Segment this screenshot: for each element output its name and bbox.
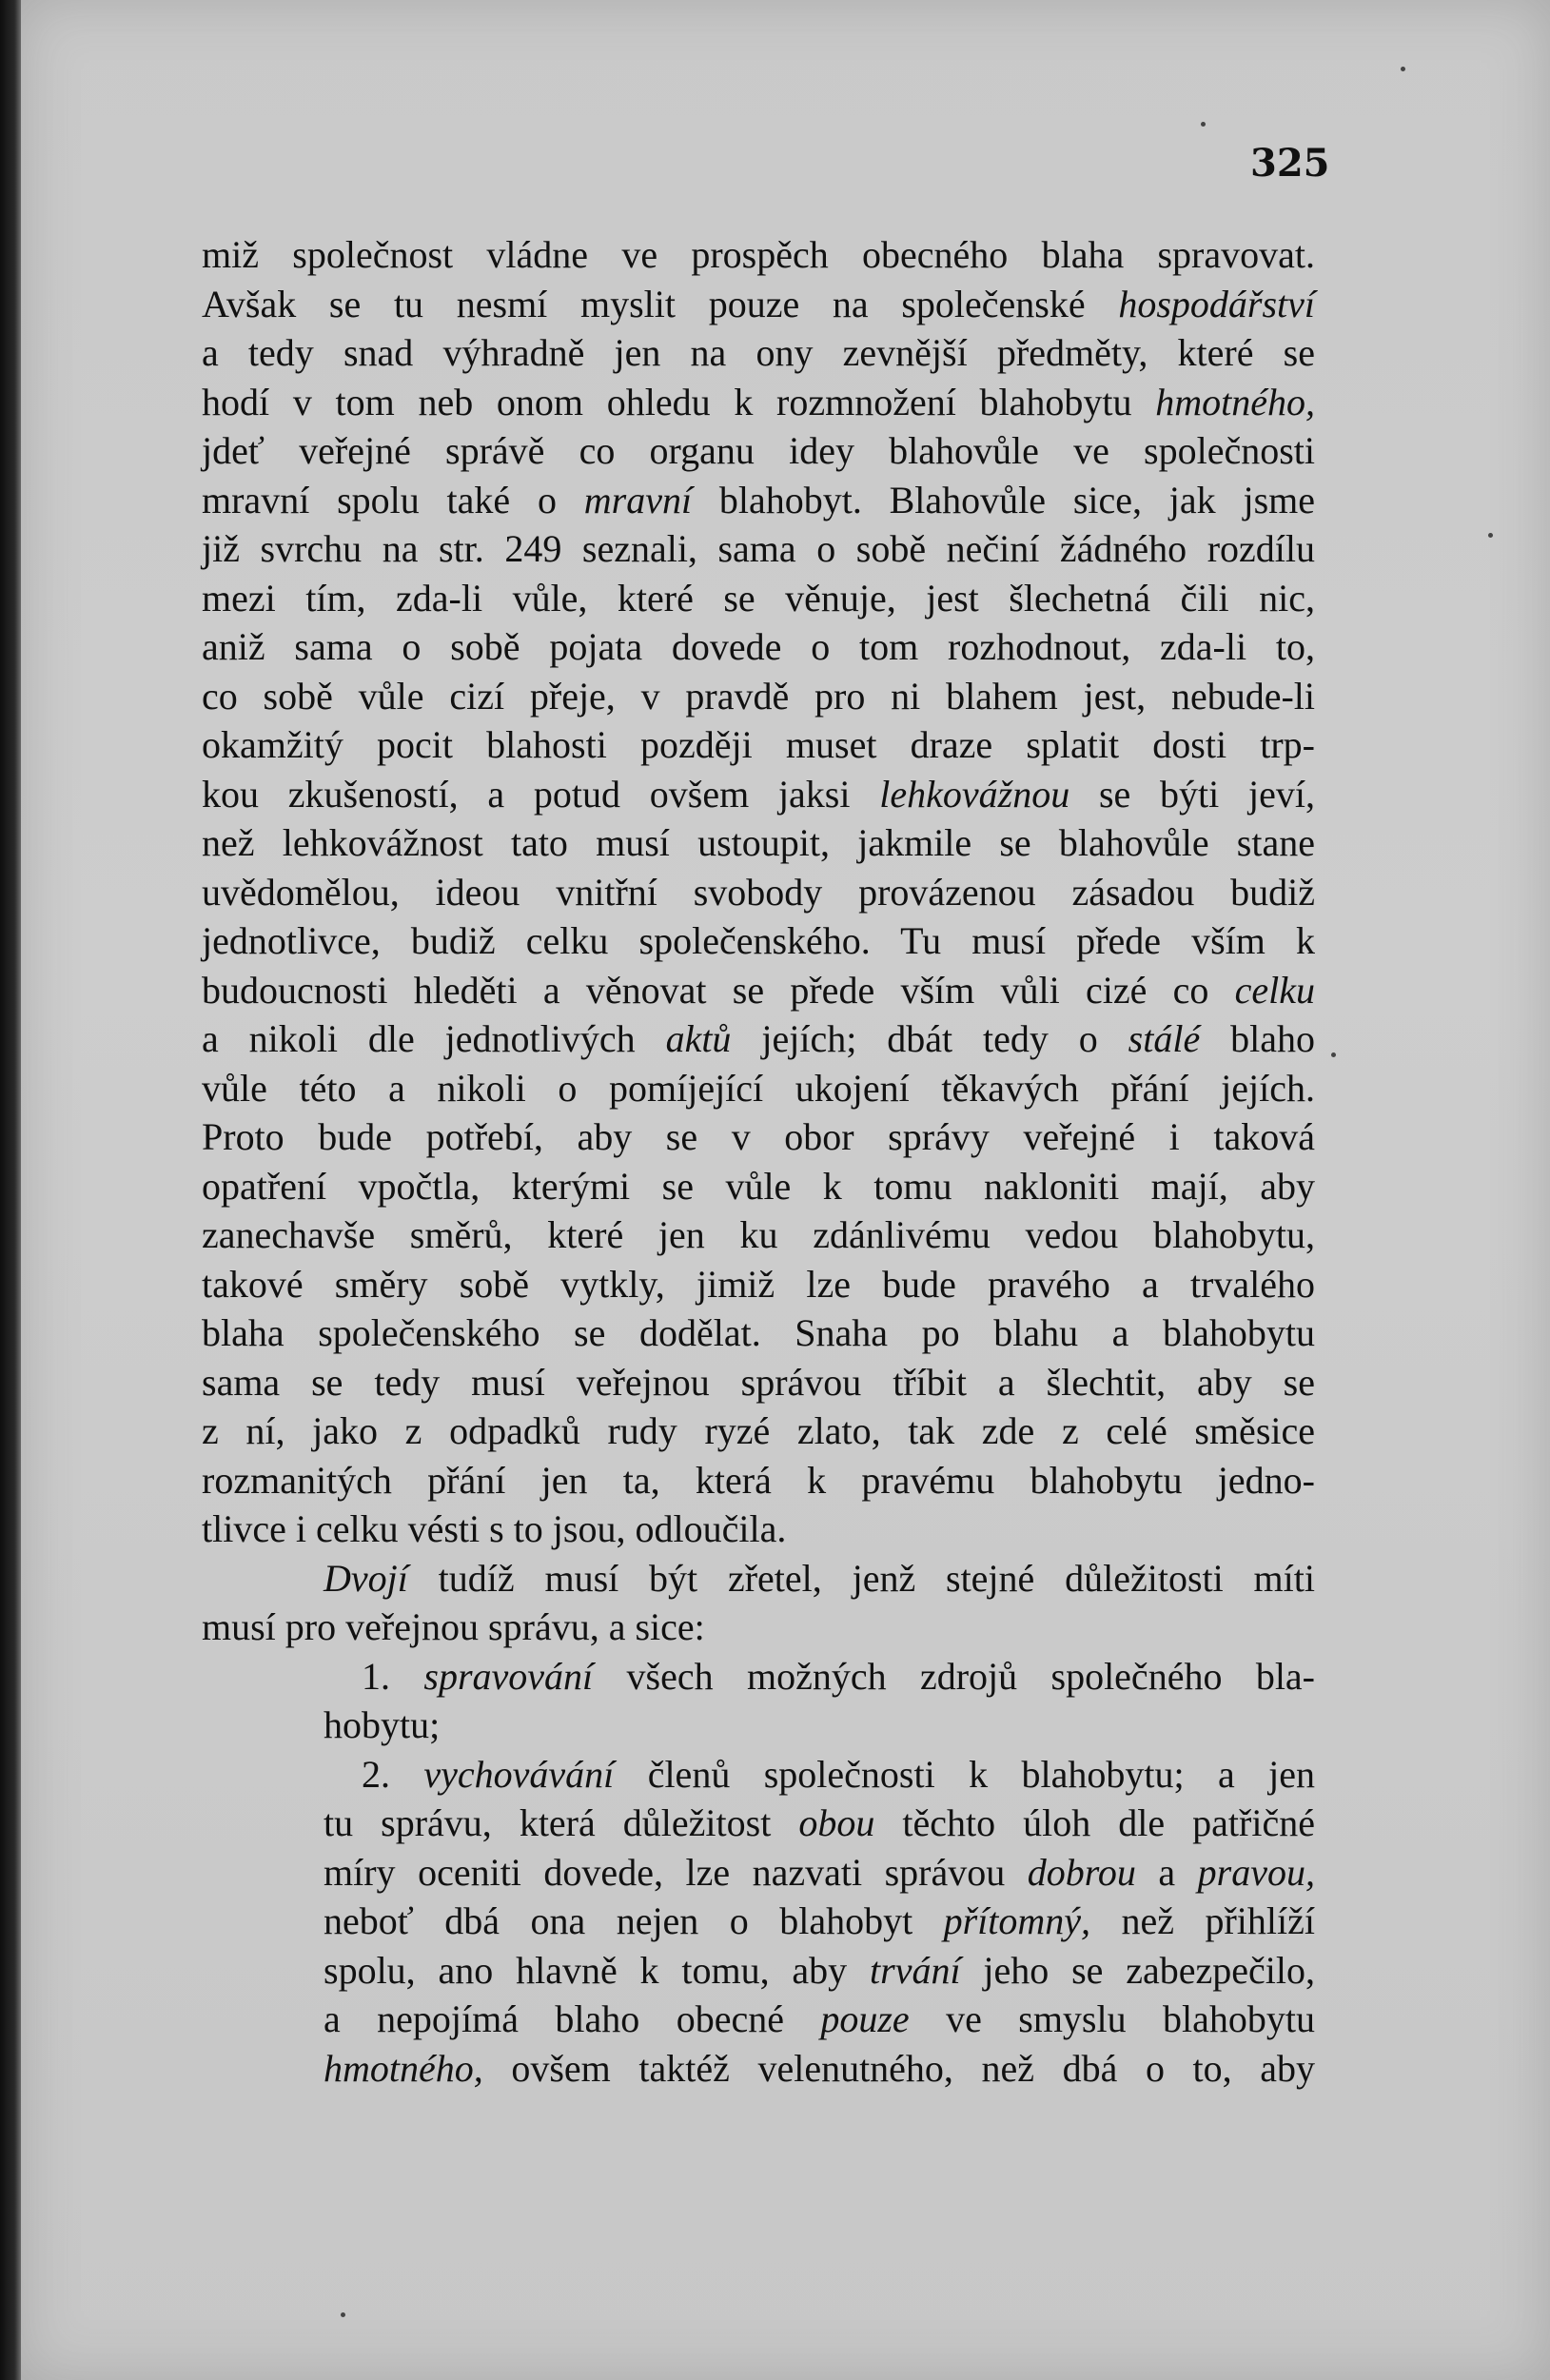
text-line <box>202 2044 1315 2094</box>
text-run: jednotlivce, budiž celku společenského. Tu musí přede vším k <box>202 919 1315 962</box>
text-line <box>202 1897 1315 1946</box>
text-run: a tedy snad výhradně jen na ony zevnější předměty, které se <box>202 331 1315 374</box>
text-run: a <box>1135 1850 1198 1894</box>
text-line <box>202 916 1315 966</box>
text-run: takové směry sobě vytkly, jimiž lze bude pravého a trvalého <box>202 1262 1315 1306</box>
text-line <box>202 1554 1315 1603</box>
text-line <box>202 1946 1315 1996</box>
emphasized-text: mravní <box>583 478 693 521</box>
text-line <box>202 1848 1315 1898</box>
text-run: ovšem taktéž velenutného, než dbá o to, aby <box>482 2046 1315 2090</box>
text-run: než lehkovážnost tato musí ustoupit, jakmile se blahovůle stane <box>202 821 1315 864</box>
text-run: blaha společenského se dodělat. Snaha po blahu a blahobytu <box>202 1311 1315 1354</box>
text-run: opatření vpočtla, kterými se vůle k tomu nakloniti mají, aby <box>202 1164 1315 1208</box>
text-run: Avšak se tu nesmí myslit pouze na společenské <box>202 282 1119 325</box>
text-run: jejích; dbát tedy o <box>731 1017 1128 1060</box>
text-run: hodí v tom neb onom ohledu k rozmnožení blahobytu <box>202 380 1156 423</box>
text-run: 1. <box>362 1654 424 1698</box>
emphasized-text: spravování <box>423 1654 594 1698</box>
emphasized-text: stálé <box>1128 1017 1201 1060</box>
text-line <box>202 1162 1315 1211</box>
text-line <box>202 476 1315 525</box>
text-line <box>202 574 1315 623</box>
text-run: vůle této a nikoli o pomíjející ukojení těkavých přání jejích. <box>202 1066 1315 1110</box>
emphasized-text: dobrou <box>1027 1850 1136 1894</box>
emphasized-text: obou <box>798 1801 875 1844</box>
text-line <box>202 1799 1315 1848</box>
text-line <box>202 1308 1315 1358</box>
text-line <box>202 378 1315 427</box>
text-line <box>202 426 1315 476</box>
text-run: rozmanitých přání jen ta, která k pravému blahobytu jedno- <box>202 1458 1315 1502</box>
emphasized-text: pravou, <box>1197 1850 1315 1894</box>
text-run: aniž sama o sobě pojata dovede o tom rozhodnout, zda-li to, <box>202 625 1315 668</box>
emphasized-text: trvání <box>870 1948 961 1992</box>
page-number: 325 <box>1250 141 1330 186</box>
text-run: budoucnosti hleděti a věnovat se přede vším vůli cizé co <box>202 968 1235 1012</box>
text-line <box>202 1505 1315 1554</box>
text-line <box>202 524 1315 574</box>
text-line <box>202 1210 1315 1260</box>
text-line <box>202 1260 1315 1309</box>
emphasized-text: hospodářství <box>1118 282 1315 325</box>
text-line <box>202 622 1315 672</box>
text-run: 2. <box>362 1752 424 1796</box>
emphasized-text: pouze <box>820 1997 910 2040</box>
text-run: jdeť veřejné správě co organu idey blahovůle ve společnosti <box>202 429 1315 472</box>
text-run: tu správu, která důležitost <box>324 1801 799 1844</box>
text-line <box>202 1112 1315 1162</box>
text-line <box>202 672 1315 721</box>
emphasized-text: Dvojí <box>324 1556 408 1600</box>
text-run: okamžitý pocit blahosti později muset draze splatit dosti trp- <box>202 723 1315 766</box>
text-line <box>202 1406 1315 1456</box>
text-run: se býti jeví, <box>1069 772 1315 816</box>
text-run: sama se tedy musí veřejnou správou tříbit a šlechtit, aby se <box>202 1360 1315 1404</box>
text-run: členů společnosti k blahobytu; a jen <box>614 1752 1315 1796</box>
body-text <box>202 230 1315 2093</box>
emphasized-text: lehkovážnou <box>879 772 1070 816</box>
text-run: Proto bude potřebí, aby se v obor správy veřejné i taková <box>202 1115 1315 1158</box>
text-line <box>202 966 1315 1015</box>
text-run: uvědomělou, ideou vnitřní svobody provázenou zásadou budiž <box>202 870 1315 914</box>
text-run: tlivce i celku vésti s to jsou, odloučila. <box>202 1507 787 1550</box>
text-run: ve smyslu blahobytu <box>909 1997 1315 2040</box>
text-run: blaho <box>1200 1017 1315 1060</box>
text-run: zanechavše směrů, které jen ku zdánlivému vedou blahobytu, <box>202 1213 1315 1256</box>
emphasized-text: celku <box>1234 968 1315 1012</box>
text-run: míry oceniti dovede, lze nazvati správou <box>324 1850 1028 1894</box>
text-line <box>202 328 1315 378</box>
text-run: než přihlíží <box>1090 1899 1315 1942</box>
text-run: těchto úloh dle patřičné <box>874 1801 1315 1844</box>
text-run: kou zkušeností, a potud ovšem jaksi <box>202 772 880 816</box>
text-line <box>202 1064 1315 1113</box>
text-line <box>202 720 1315 770</box>
paper-speck <box>1488 533 1493 538</box>
text-line <box>202 1358 1315 1407</box>
text-line <box>202 868 1315 917</box>
book-page <box>21 0 1550 2380</box>
text-line <box>202 770 1315 819</box>
text-run: musí pro veřejnou správu, a sice: <box>202 1605 705 1648</box>
text-run: již svrchu na str. 249 seznali, sama o sobě nečiní žádného rozdílu <box>202 527 1315 570</box>
text-run: mravní spolu také o <box>202 478 584 521</box>
paper-speck <box>1201 122 1206 127</box>
emphasized-text: přítomný, <box>943 1899 1091 1942</box>
text-line <box>202 1701 1315 1750</box>
text-run: tudíž musí být zřetel, jenž stejné důležitosti míti <box>407 1556 1315 1600</box>
paper-speck <box>1331 1052 1336 1057</box>
paper-speck <box>341 2312 345 2317</box>
text-line <box>202 818 1315 868</box>
text-line <box>202 280 1315 329</box>
text-run: spolu, ano hlavně k tomu, aby <box>324 1948 871 1992</box>
emphasized-text: hmotného, <box>324 2046 483 2090</box>
text-line <box>202 1652 1315 1701</box>
text-run: všech možných zdrojů společného bla- <box>593 1654 1316 1698</box>
text-run: miž společnost vládne ve prospěch obecného blaha spravovat. <box>202 233 1315 276</box>
text-line <box>202 1456 1315 1505</box>
text-run: a nepojímá blaho obecné <box>324 1997 821 2040</box>
emphasized-text: aktů <box>665 1017 732 1060</box>
emphasized-text: vychovávání <box>423 1752 615 1796</box>
text-run: blahobyt. Blahovůle sice, jak jsme <box>692 478 1315 521</box>
text-run: hobytu; <box>324 1703 441 1746</box>
text-run: a nikoli dle jednotlivých <box>202 1017 666 1060</box>
text-run: co sobě vůle cizí přeje, v pravdě pro ni blahem jest, nebude-li <box>202 674 1315 718</box>
text-line <box>202 1014 1315 1064</box>
text-run: neboť dbá ona nejen o blahobyt <box>324 1899 944 1942</box>
emphasized-text: hmotného, <box>1155 380 1315 423</box>
text-run: z ní, jako z odpadků rudy ryzé zlato, tak zde z celé směsice <box>202 1409 1315 1452</box>
text-run: mezi tím, zda-li vůle, které se věnuje, jest šlechetná čili nic, <box>202 576 1315 620</box>
book-gutter-edge <box>0 0 21 2380</box>
text-line <box>202 230 1315 280</box>
text-line <box>202 1995 1315 2044</box>
paper-speck <box>1401 67 1405 71</box>
text-line <box>202 1750 1315 1800</box>
text-line <box>202 1603 1315 1652</box>
text-run: jeho se zabezpečilo, <box>960 1948 1315 1992</box>
